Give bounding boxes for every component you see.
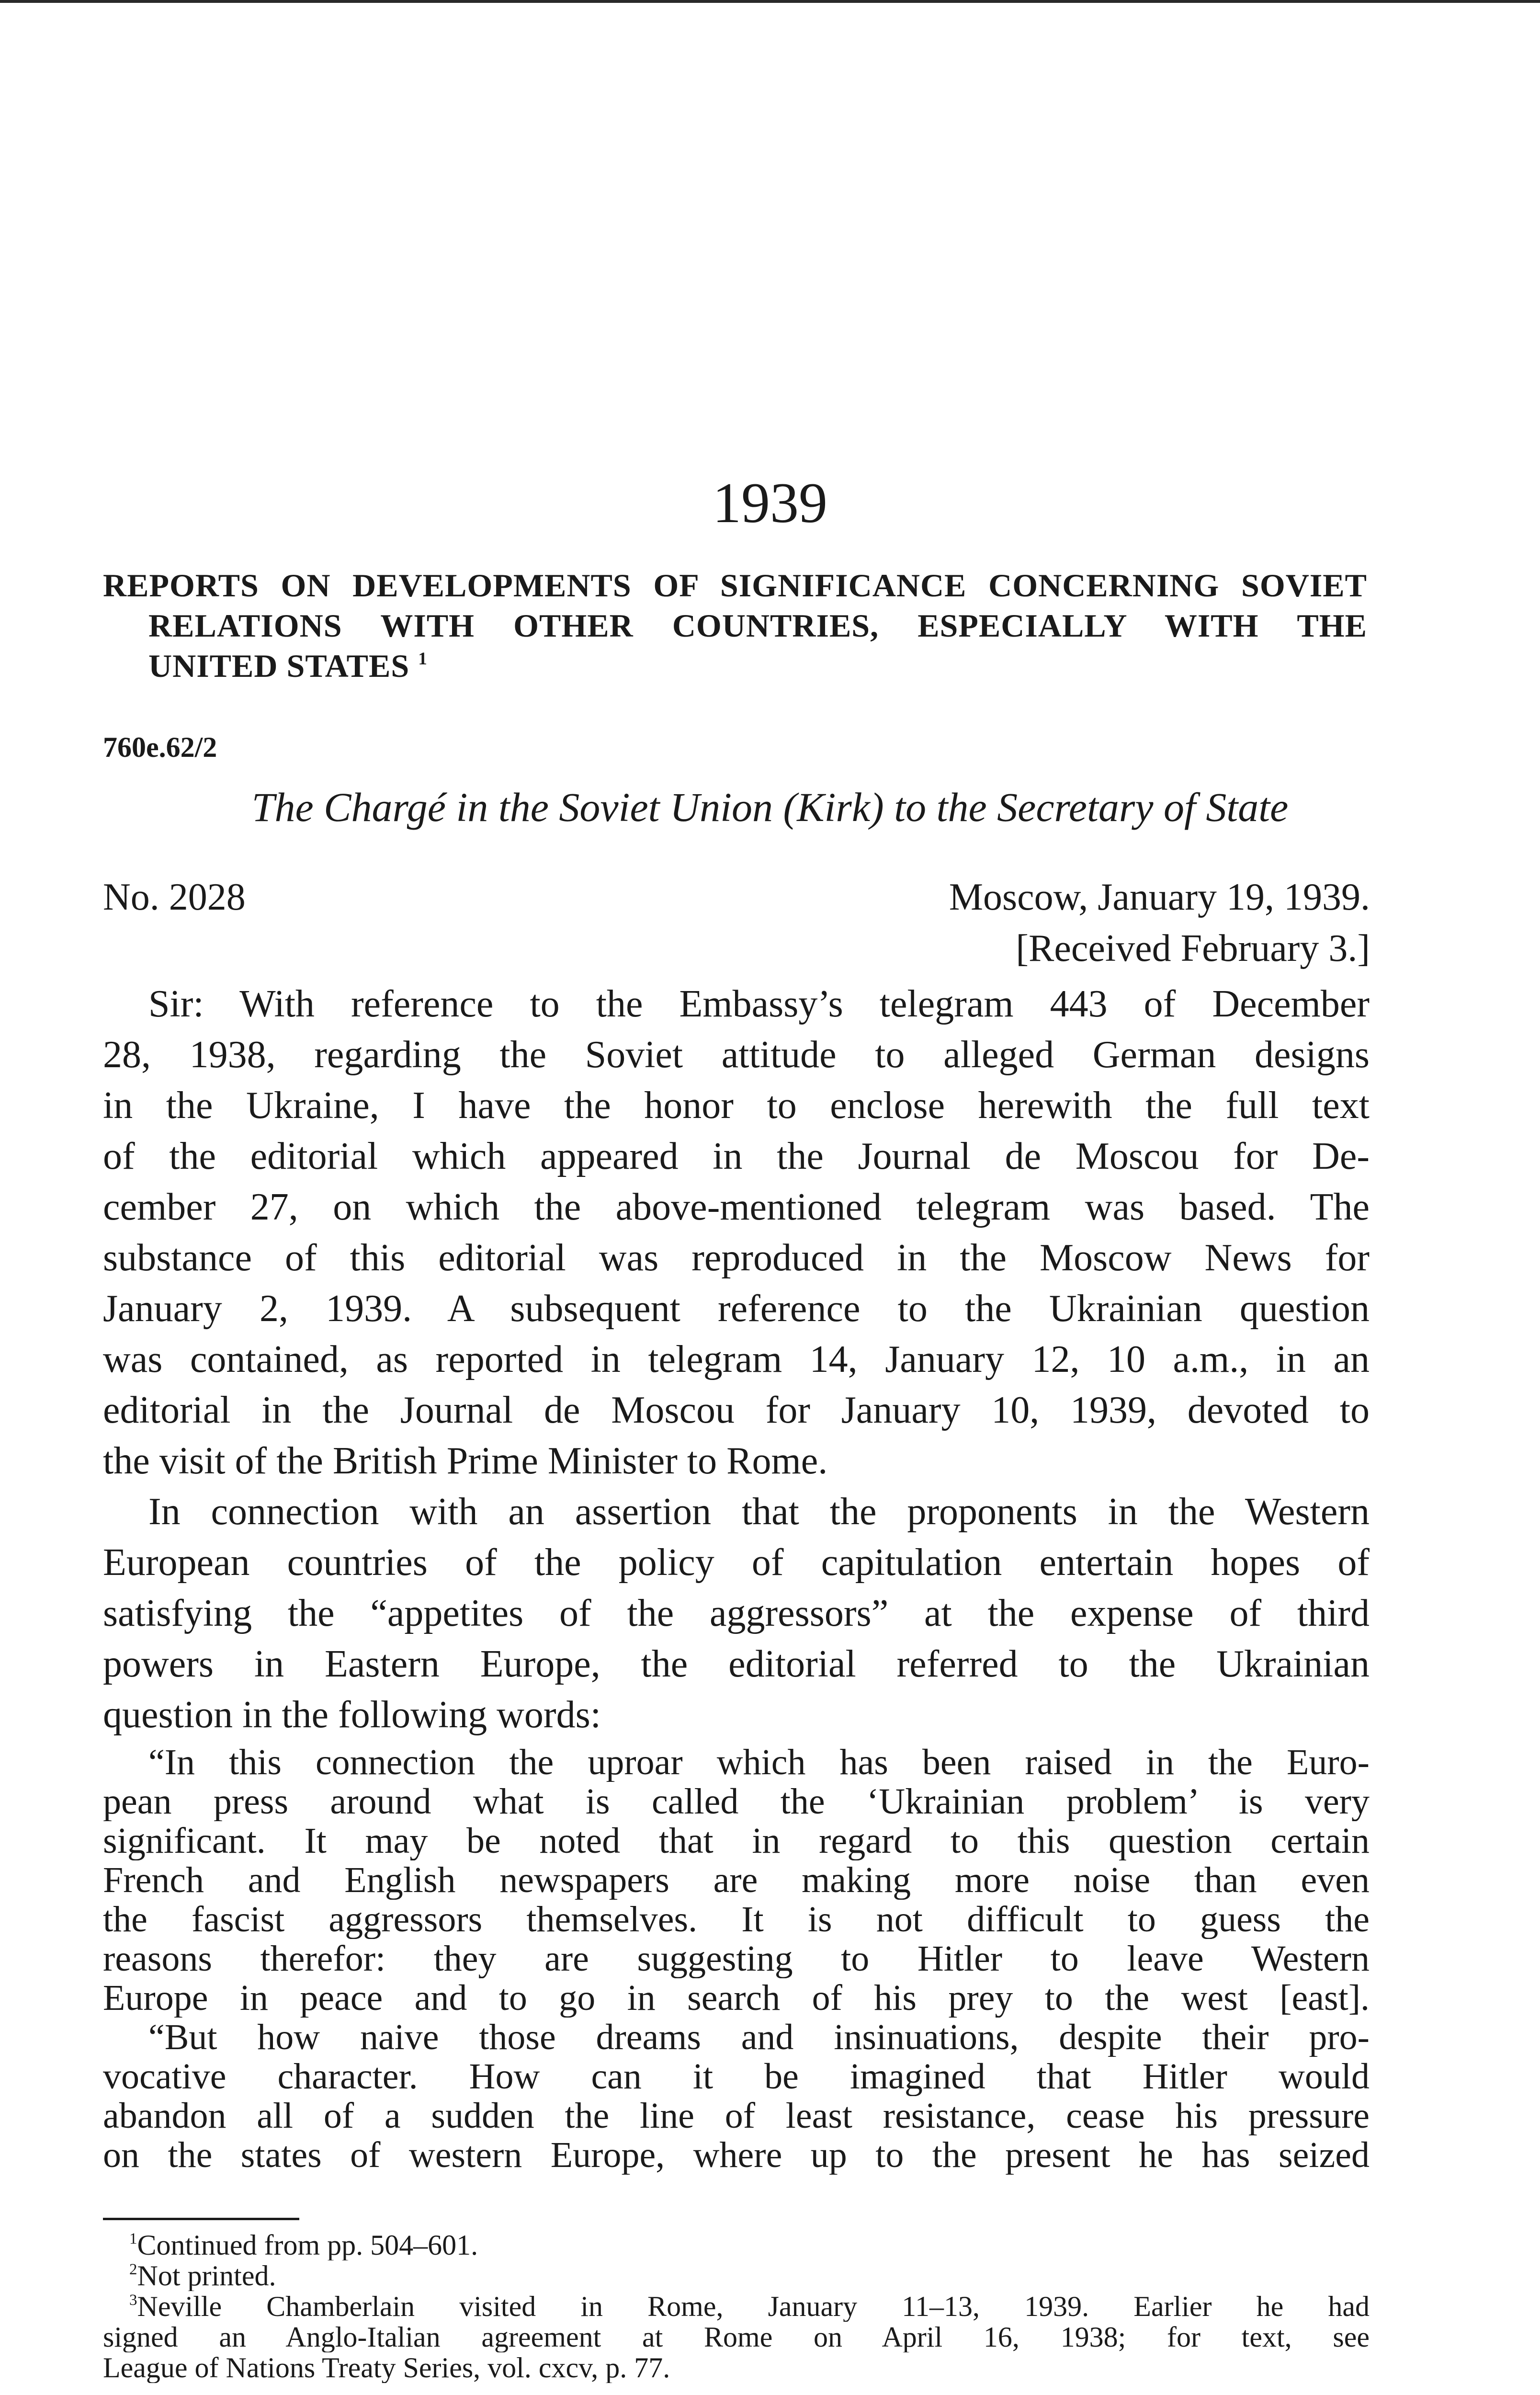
quoted-editorial — [103, 1743, 1370, 2175]
quote-line: the fascist aggressors themselves. It is not difficult to guess the — [103, 1900, 1370, 1939]
footnote-1 — [103, 2230, 1370, 2260]
quote-line: pean press around what is called the ‘Ukrainian problem’ is very — [103, 1782, 1370, 1821]
quote-line: Europe in peace and to go in search of his prey to the west [east]. — [103, 1978, 1370, 2018]
year-heading: 1939 — [713, 471, 827, 535]
heading-line-2: RELATIONS WITH OTHER COUNTRIES, ESPECIALLY WITH THE — [148, 607, 1367, 644]
quote-line: French and English newspapers are making more noise than even — [103, 1860, 1370, 1900]
paragraph-2-line: powers in Eastern Europe, the editorial referred to the Ukrainian — [103, 1643, 1370, 1685]
heading-line-3 — [103, 646, 1367, 686]
footnote-3-line-3: League of Nations Treaty Series, vol. cxcv, p. 77. — [103, 2352, 670, 2383]
paragraph-2-line: European countries of the policy of capitulation entertain hopes of — [103, 1541, 1370, 1584]
paragraph-1-line: of the editorial which appeared in the Journal de Moscou for De- — [103, 1135, 1370, 1177]
document-number: No. 2028 — [103, 876, 246, 918]
paragraph-2-line: question in the following words: — [103, 1694, 601, 1736]
footnote-2 — [103, 2260, 1370, 2291]
paragraph-2-line: satisfying the “appetites of the aggressors” at the expense of third — [103, 1592, 1370, 1634]
footnote-rule — [103, 2218, 299, 2220]
dateline: Moscow, January 19, 1939. — [949, 876, 1370, 918]
heading-line-1: REPORTS ON DEVELOPMENTS OF SIGNIFICANCE CONCERNING SOVIET — [103, 567, 1367, 604]
paragraph-1-line: cember 27, on which the above-mentioned telegram was based. The — [103, 1186, 1370, 1228]
section-heading — [103, 565, 1367, 686]
paragraph-1-line: 28, 1938, regarding the Soviet attitude to alleged German designs — [103, 1034, 1370, 1076]
footnotes — [103, 2230, 1370, 2383]
footnote-3-line-1 — [103, 2291, 1370, 2322]
paragraph-1-line: January 2, 1939. A subsequent reference to the Ukrainian question — [103, 1288, 1370, 1330]
footnote-marker: 3 — [129, 2291, 137, 2309]
footnote-marker: 2 — [129, 2260, 137, 2278]
footnote-text: Neville Chamberlain visited in Rome, January 11–13, 1939. Earlier he had — [137, 2291, 1370, 2322]
paragraph-1-line: substance of this editorial was reproduced in the Moscow News for — [103, 1237, 1370, 1279]
top-border — [0, 0, 1540, 3]
paragraph-2-line: In connection with an assertion that the proponents in the Western — [148, 1491, 1370, 1533]
paragraph-1-line: was contained, as reported in telegram 14, January 12, 10 a.m., in an — [103, 1338, 1370, 1380]
paragraph-2 — [103, 1486, 1370, 1740]
quote-line: reasons therefor: they are suggesting to Hitler to leave Western — [103, 1939, 1370, 1978]
footnote-3-line-2: signed an Anglo-Italian agreement at Rome on April 16, 1938; for text, see — [103, 2322, 1370, 2352]
paragraph-1-line: the visit of the British Prime Minister to Rome. — [103, 1440, 828, 1482]
footnote-marker: 1 — [129, 2230, 137, 2247]
file-number: 760e.62/2 — [103, 731, 217, 763]
footnote-ref: 1 — [418, 649, 428, 669]
paragraph-1 — [103, 979, 1370, 1486]
quote-line: significant. It may be noted that in regard to this question certain — [103, 1821, 1370, 1860]
quote-line: “In this connection the uproar which has been raised in the Euro- — [148, 1743, 1370, 1782]
footnote-text: Continued from pp. 504–601. — [137, 2230, 478, 2260]
paragraph-1-line: editorial in the Journal de Moscou for January 10, 1939, devoted to — [103, 1389, 1370, 1431]
received-date: [Received February 3.] — [1016, 927, 1370, 969]
quote-line: vocative character. How can it be imagined that Hitler would — [103, 2057, 1370, 2096]
quote-line: on the states of western Europe, where up to the present he has seized — [103, 2135, 1370, 2175]
footnote-text: Not printed. — [137, 2260, 276, 2291]
quote-line: “But how naive those dreams and insinuations, despite their pro- — [148, 2018, 1370, 2057]
heading-line-3-text: UNITED STATES — [148, 648, 410, 684]
paragraph-1-line: Sir: With reference to the Embassy’s telegram 443 of December — [148, 983, 1370, 1025]
paragraph-1-line: in the Ukraine, I have the honor to enclose herewith the full text — [103, 1084, 1370, 1127]
document-title: The Chargé in the Soviet Union (Kirk) to the Secretary of State — [251, 784, 1289, 830]
quote-line: abandon all of a sudden the line of least resistance, cease his pressure — [103, 2096, 1370, 2135]
